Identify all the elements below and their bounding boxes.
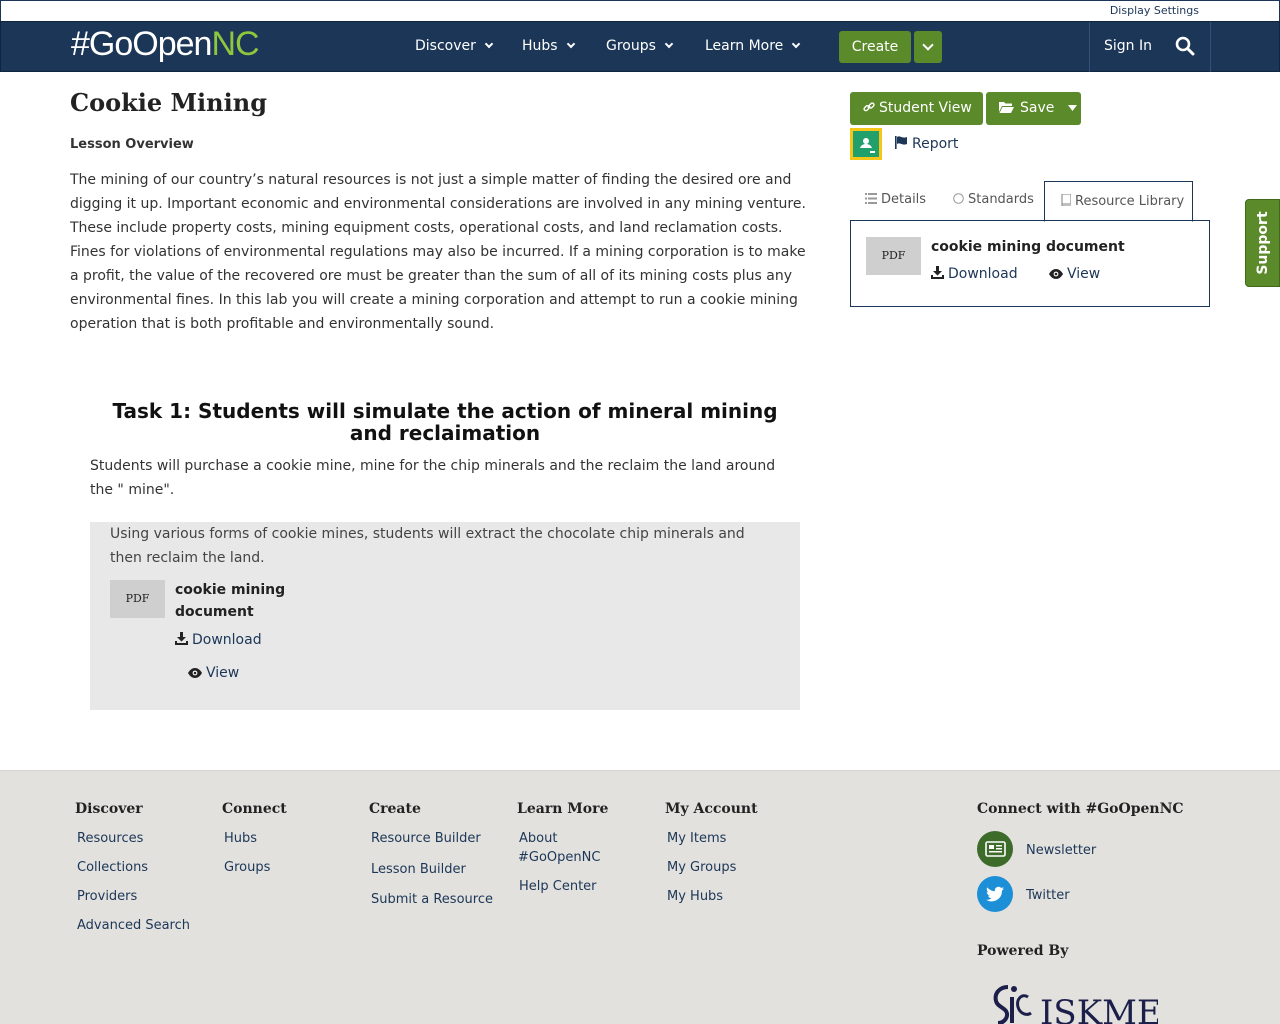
task-resource-box <box>90 522 800 710</box>
tab-standards[interactable] <box>953 192 1034 207</box>
resource-title-line: cookie mining <box>175 582 286 598</box>
nav-hubs[interactable] <box>522 38 574 54</box>
nav-discover-label: Discover <box>415 38 476 54</box>
create-button[interactable]: Create <box>839 31 911 63</box>
footer-heading-learn-more: Learn More <box>517 801 609 817</box>
footer-link-about-line: About <box>519 831 558 846</box>
site-footer <box>0 770 1280 1024</box>
main-navbar <box>0 21 1280 72</box>
lesson-overview-text: The mining of our country’s natural resources is not just a simple matter of finding the desired ore and digging it up. Important economic and environmental considerations are involved in any mining venture. These include property costs, mining equipment costs, operational costs, and land reclamation costs. Fines for violations of environmental regulations may also be incurred. If a mining corporation is to make a profit, the value of the recovered ore must be greater than the sum of all of its mining costs plus any environmental fines. In this lab you will create a mining corporation and attempt to run a cookie mining operation that is both profitable and environmentally sound. <box>70 172 806 332</box>
footer-heading-connect: Connect <box>222 801 287 817</box>
book-icon <box>1060 194 1071 206</box>
task-description: Students will purchase a cookie mine, mine for the chip minerals and the reclaim the land around the " mine". <box>90 458 776 498</box>
footer-link-twitter[interactable]: Twitter <box>1026 888 1070 903</box>
footer-link-collections[interactable]: Collections <box>77 860 149 875</box>
download-label: Download <box>192 632 262 648</box>
flag-icon <box>895 136 908 149</box>
search-icon[interactable] <box>1175 36 1195 56</box>
save-label: Save <box>1020 100 1055 116</box>
resource-title[interactable] <box>175 579 285 623</box>
tab-standards-label: Standards <box>968 192 1034 207</box>
display-settings-link[interactable]: Display Settings <box>1109 4 1199 17</box>
sign-in-link[interactable]: Sign In <box>1104 38 1152 54</box>
footer-link-submit-resource[interactable]: Submit a Resource <box>371 892 493 907</box>
google-classroom-share-button[interactable] <box>850 128 882 160</box>
student-view-button[interactable] <box>850 92 983 125</box>
iskme-logo[interactable] <box>988 981 1158 1024</box>
create-dropdown-toggle[interactable] <box>914 31 942 63</box>
nav-groups-label: Groups <box>606 38 656 54</box>
download-link[interactable] <box>175 632 262 648</box>
chevron-down-icon <box>566 40 574 48</box>
nav-learn-more[interactable] <box>705 38 799 54</box>
footer-link-my-hubs[interactable]: My Hubs <box>667 889 724 904</box>
logo-text: #GoOpen <box>71 25 212 63</box>
footer-heading-create: Create <box>369 801 421 817</box>
eye-icon <box>188 668 202 678</box>
footer-heading-connect-with: Connect with #GoOpenNC <box>977 801 1184 817</box>
resource-library-panel <box>850 220 1210 307</box>
google-classroom-icon <box>853 131 879 157</box>
save-dropdown-button[interactable] <box>986 92 1081 125</box>
link-icon <box>863 101 875 113</box>
lesson-overview-heading: Lesson Overview <box>70 137 194 152</box>
view-label: View <box>1067 266 1101 282</box>
footer-link-providers[interactable]: Providers <box>77 889 138 904</box>
nav-discover[interactable] <box>415 38 492 54</box>
chevron-down-icon <box>485 40 493 48</box>
folder-open-icon <box>999 101 1014 113</box>
footer-link-my-groups[interactable]: My Groups <box>667 860 737 875</box>
footer-heading-discover: Discover <box>75 801 143 817</box>
report-link[interactable] <box>895 136 958 152</box>
footer-link-lesson-builder[interactable]: Lesson Builder <box>371 862 466 877</box>
tab-resource-library[interactable] <box>1044 181 1193 222</box>
footer-link-my-items[interactable]: My Items <box>667 831 727 846</box>
student-view-label: Student View <box>879 100 972 116</box>
footer-link-resource-builder[interactable]: Resource Builder <box>371 831 481 846</box>
footer-link-groups[interactable]: Groups <box>224 860 271 875</box>
resource-title[interactable]: cookie mining document <box>931 239 1125 255</box>
footer-heading-my-account: My Account <box>665 801 758 817</box>
download-link[interactable] <box>931 266 1018 282</box>
view-label: View <box>206 665 240 681</box>
download-label: Download <box>948 266 1018 282</box>
view-link[interactable] <box>188 665 239 681</box>
footer-link-help-center[interactable]: Help Center <box>519 879 597 894</box>
nav-divider <box>1089 22 1090 72</box>
utility-bar <box>0 0 1280 21</box>
task-title: Task 1: Students will simulate the action of mineral mining and reclaimation <box>112 399 778 445</box>
circle-icon <box>953 193 964 204</box>
page-title: Cookie Mining <box>70 88 267 117</box>
resource-title-line: document <box>175 604 254 620</box>
newsletter-icon[interactable] <box>977 831 1013 867</box>
iskme-logo-text: ISKME <box>1040 993 1158 1024</box>
footer-link-advanced-search[interactable]: Advanced Search <box>77 918 191 933</box>
download-icon <box>931 266 944 279</box>
site-logo[interactable] <box>71 25 259 64</box>
report-label: Report <box>912 136 959 152</box>
twitter-icon[interactable] <box>977 876 1013 912</box>
caret-down-icon <box>1068 105 1077 111</box>
task-box-text: Using various forms of cookie mines, students will extract the chocolate chip minerals and then reclaim the land. <box>110 526 745 566</box>
chevron-down-icon <box>922 39 933 50</box>
logo-text-nc: NC <box>211 25 259 63</box>
nav-hubs-label: Hubs <box>522 38 558 54</box>
nav-learn-more-label: Learn More <box>705 38 784 54</box>
download-icon <box>175 632 188 645</box>
footer-heading-powered-by: Powered By <box>977 943 1069 959</box>
support-tab[interactable] <box>1245 199 1280 287</box>
view-link[interactable] <box>1049 266 1100 282</box>
nav-groups[interactable] <box>606 38 672 54</box>
chevron-down-icon <box>792 40 800 48</box>
eye-icon <box>1049 269 1063 279</box>
tab-resource-library-label: Resource Library <box>1075 194 1185 209</box>
pdf-thumbnail[interactable]: PDF <box>866 237 921 275</box>
pdf-thumbnail[interactable]: PDF <box>110 580 165 618</box>
footer-link-hubs[interactable]: Hubs <box>224 831 258 846</box>
footer-link-resources[interactable]: Resources <box>77 831 144 846</box>
footer-link-newsletter[interactable]: Newsletter <box>1026 843 1097 858</box>
tab-details-label: Details <box>881 192 927 207</box>
chevron-down-icon <box>665 40 673 48</box>
footer-link-about[interactable] <box>518 829 600 867</box>
tab-details[interactable] <box>865 192 926 207</box>
nav-divider <box>1210 22 1211 72</box>
list-icon <box>865 193 877 204</box>
footer-link-about-line: #GoOpenNC <box>518 850 601 865</box>
support-label: Support <box>1254 211 1271 275</box>
